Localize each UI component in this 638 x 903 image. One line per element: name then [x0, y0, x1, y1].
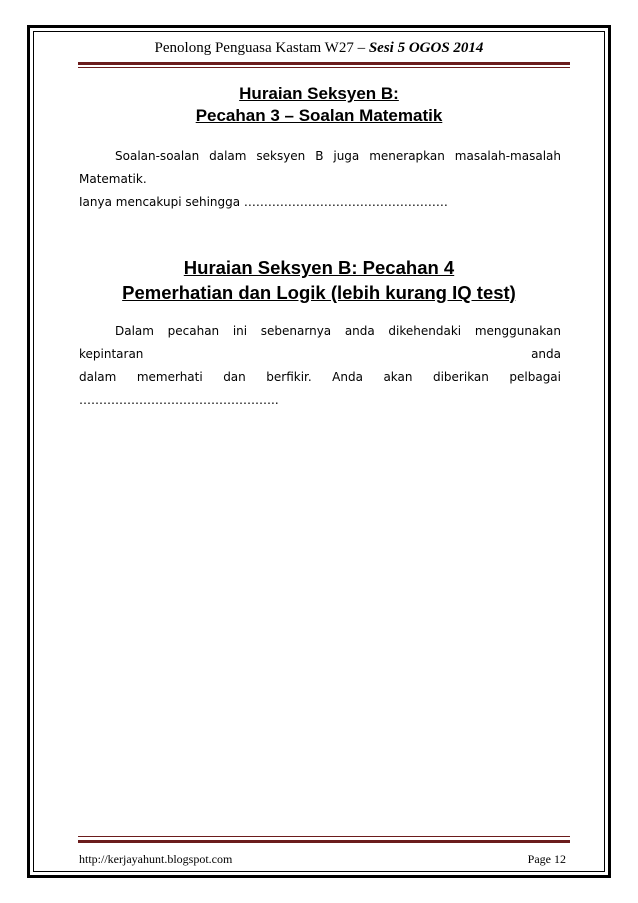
section4-para-line3: ………………………………………….. — [79, 393, 279, 407]
section4-para-line1: Dalam pecahan ini sebenarnya anda dikehendaki menggunakan kepintaran anda — [79, 324, 561, 361]
footer-rule-thick — [78, 840, 570, 843]
section4-para-line2: dalam memerhati dan berfikir. Anda akan diberikan pelbagai — [79, 370, 561, 384]
footer-url: http://kerjayahunt.blogspot.com — [79, 852, 233, 866]
header-rule-thin — [78, 67, 570, 68]
section4-paragraph — [79, 320, 561, 412]
section3-para-line1-wrap — [79, 145, 561, 191]
section4-heading-line2: Pemerhatian dan Logik (lebih kurang IQ test) — [122, 282, 516, 303]
header-title — [0, 40, 638, 57]
section4-para-line1-wrap — [79, 320, 561, 366]
section3-para-line2: Ianya mencakupi sehingga …………………………………………… — [79, 195, 448, 209]
header-title-prefix: Penolong Penguasa Kastam W27 – — [154, 40, 369, 56]
header-title-emphasis: Sesi 5 OGOS 2014 — [368, 40, 484, 56]
section3-heading-line2: Pecahan 3 – Soalan Matematik — [195, 106, 443, 125]
section4-heading-line1: Huraian Seksyen B: Pecahan 4 — [183, 257, 455, 278]
section3-heading-line1: Huraian Seksyen B: — [239, 84, 399, 103]
footer-rule-thin — [78, 836, 570, 837]
section3-para-line1: Soalan-soalan dalam seksyen B juga menerapkan masalah-masalah Matematik. — [79, 149, 561, 186]
header-rule-thick — [78, 62, 570, 65]
footer-page-number: Page 12 — [527, 852, 566, 866]
section3-paragraph — [79, 145, 561, 214]
